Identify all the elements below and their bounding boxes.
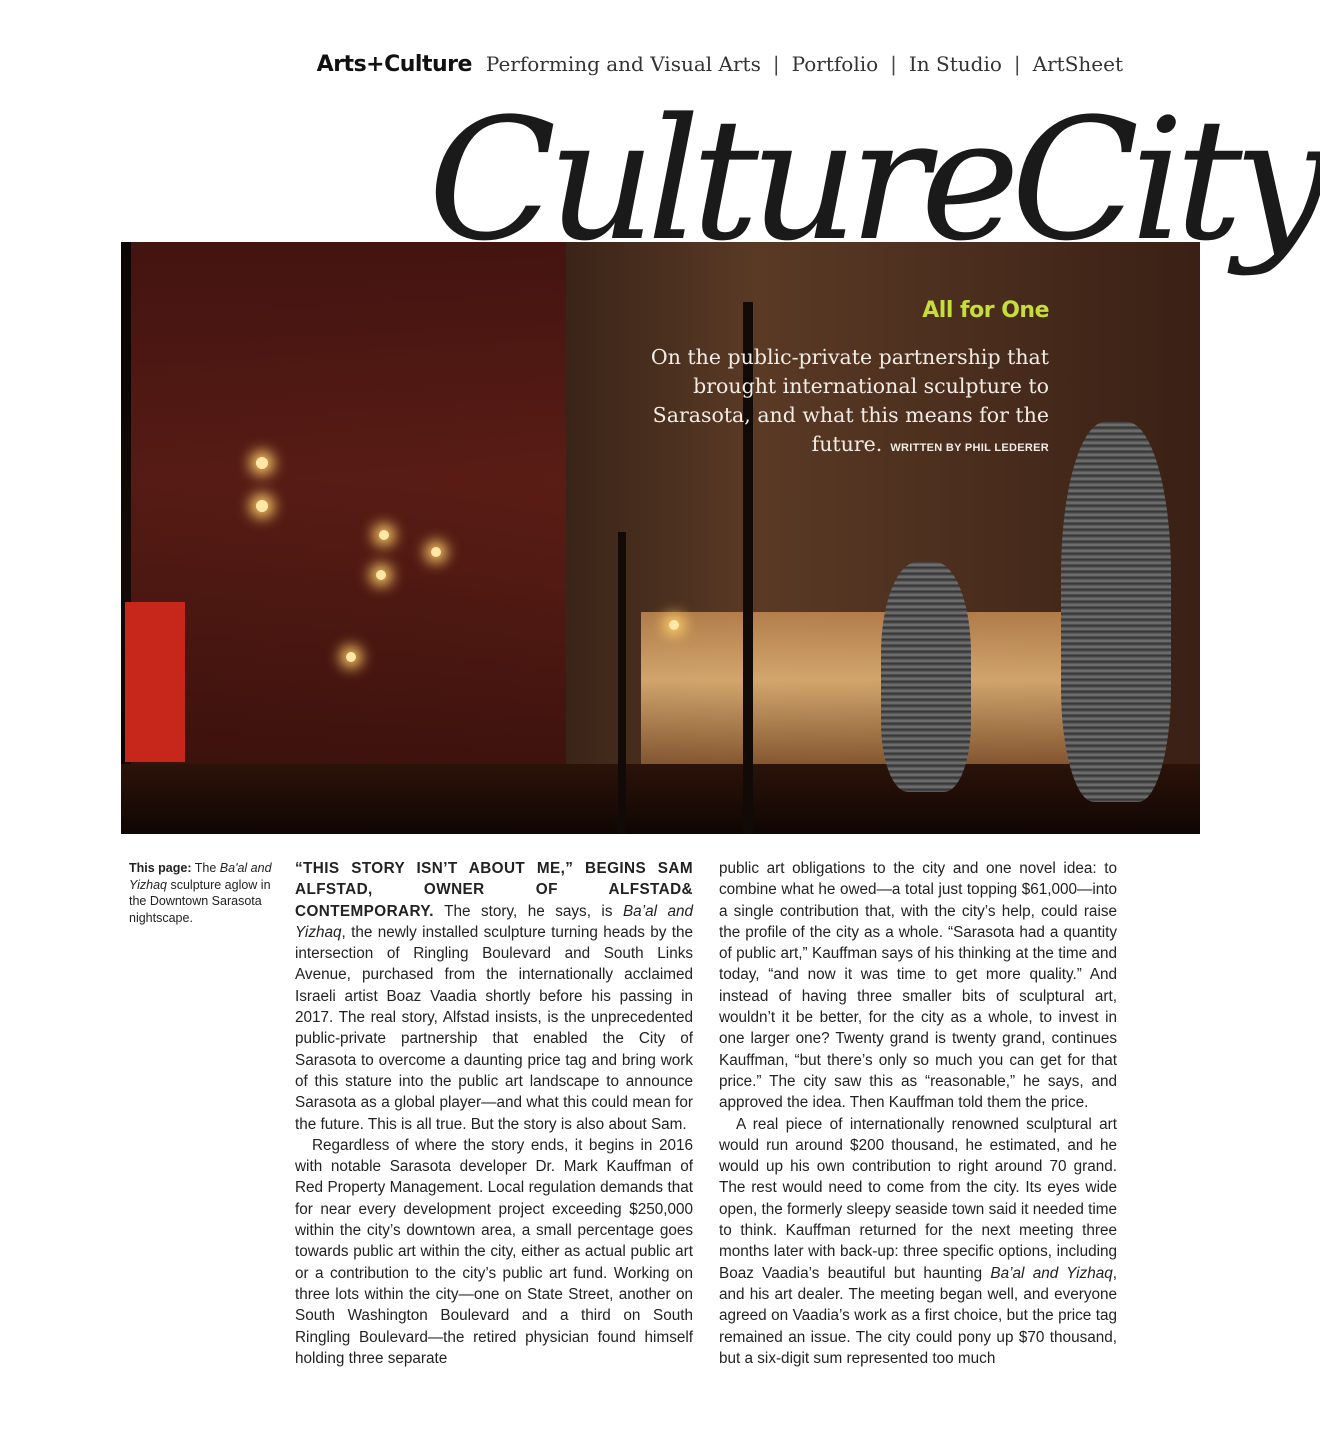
sculpture-seated-figure (881, 562, 971, 792)
article-column-1 (295, 858, 693, 1369)
p1-text-a: The story, he says, is (444, 902, 613, 920)
paragraph-2: Regardless of where the story ends, it begins in 2016 with notable Sarasota developer Dr. Mark Kauffman of Red Property Management. Local regulation demands that for near every development project exceeding $250,000 within the city’s downtown area, a small percentage goes towards public art within the city, either as actual public art or a contribution to the city’s public art fund. Working on three lots within the city—one on State Street, another on South Washington Boulevard and a third on South Ringling Boulevard—the retired physician found himself holding three separate (295, 1136, 693, 1367)
street-light (376, 570, 386, 580)
lede-paragraph (295, 858, 693, 1135)
caption-pre: The (194, 861, 217, 875)
p4-text-b: , and his art dealer. The meeting began well, and everyone agreed on Vaadia’s work as a first choice, but the price tag remained an issue. The city could pony up $70 thousand, but a six-digit sum represented too much (719, 1264, 1117, 1367)
lede: “THIS STORY ISN’T ABOUT ME,” BEGINS SAM ALFSTAD, OWNER OF ALFSTAD& CONTEMPORARY. (295, 860, 693, 920)
street-light (379, 530, 389, 540)
nav-in-studio[interactable]: In Studio (908, 52, 1002, 76)
p1-text-b: , the newly installed sculpture turning heads by the intersection of Ringling Boulevard and South Links Avenue, purchased from the internationally acclaimed Israeli artist Boaz Vaadia shortly before his passing in 2017. The real story, Alfstad insists, is the unprecedented public-private partnership that enabled the City of Sarasota to overcome a daunting price tag and bring work of this stature into the public art landscape to announce Sarasota as a global player—and what this could mean for the future. This is all true. But the story is also about Sam. (295, 923, 693, 1133)
article-column-2 (719, 858, 1117, 1369)
paragraph-3: public art obligations to the city and one novel idea: to combine what he owed—a total just topping $61,000—into a single contribution that, with the city’s help, could raise the profile of the city as a whole. “Sarasota had a quantity of public art,” Kauffman says of his thinking at the time and today, “and now it was time to get more quality.” And instead of having three smaller bits of sculptural art, wouldn’t it be better, for the city as a whole, to invest in one larger one? Twenty grand is twenty grand, continues Kauffman, “but there’s only so much you can get for that price.” The city saw this as “reasonable,” he says, and approved the idea. Then Kauffman told them the price. (719, 860, 1117, 1112)
page-title: CultureCity (428, 82, 1320, 278)
caption-text: sculpture aglow in the Downtown Sarasota nightscape. (129, 877, 271, 925)
dek-text: On the public-private partnership that brought international sculpture to Sarasota, and what this means for the future. (650, 345, 1049, 456)
nav-separator: | (1013, 52, 1021, 76)
street-light (256, 457, 268, 469)
nav-separator: | (772, 52, 780, 76)
p1-artwork-title: Ba’al and Yizhaq (295, 902, 694, 941)
street-light (346, 652, 356, 662)
lamp-post (618, 532, 626, 834)
caption-label: This page: (129, 861, 192, 875)
nav-performing-visual-arts[interactable]: Performing and Visual Arts (485, 52, 761, 76)
feature-kicker: All for One (922, 298, 1049, 323)
nav-portfolio[interactable]: Portfolio (791, 52, 879, 76)
feature-dek (629, 343, 1049, 463)
caption-title: Ba'al and Yizhaq (129, 861, 272, 892)
sculpture-standing-figure (1061, 422, 1171, 802)
street-light (431, 547, 441, 557)
paragraph-4 (719, 1114, 1117, 1370)
byline: WRITTEN BY PHIL LEDERER (890, 442, 1049, 454)
p4-artwork-title: Ba’al and Yizhaq (990, 1264, 1113, 1282)
photo-caption (129, 860, 279, 926)
nav-artsheet[interactable]: ArtSheet (1032, 52, 1123, 76)
nav-separator: | (890, 52, 897, 76)
feature-intro (629, 298, 1049, 463)
p4-text-a: A real piece of internationally renowned sculptural art would run around $200 thousand, he estimated, and he would up his own contribution to right around 70 grand. The rest would need to come from the city. Its eyes wide open, the formerly sleepy seaside town said it needed time to think. Kauffman returned for the next meeting three months later with back-up: three specific options, including Boaz Vaadia’s beautiful but haunting (719, 1115, 1117, 1282)
lit-storefront (641, 612, 1081, 782)
plaza-ground (121, 764, 1200, 834)
street-light (256, 500, 268, 512)
section-nav (317, 52, 1123, 77)
street-light (669, 620, 679, 630)
building-left (131, 242, 581, 834)
red-facade (125, 602, 185, 762)
section-brand[interactable]: Arts+Culture (316, 52, 472, 77)
